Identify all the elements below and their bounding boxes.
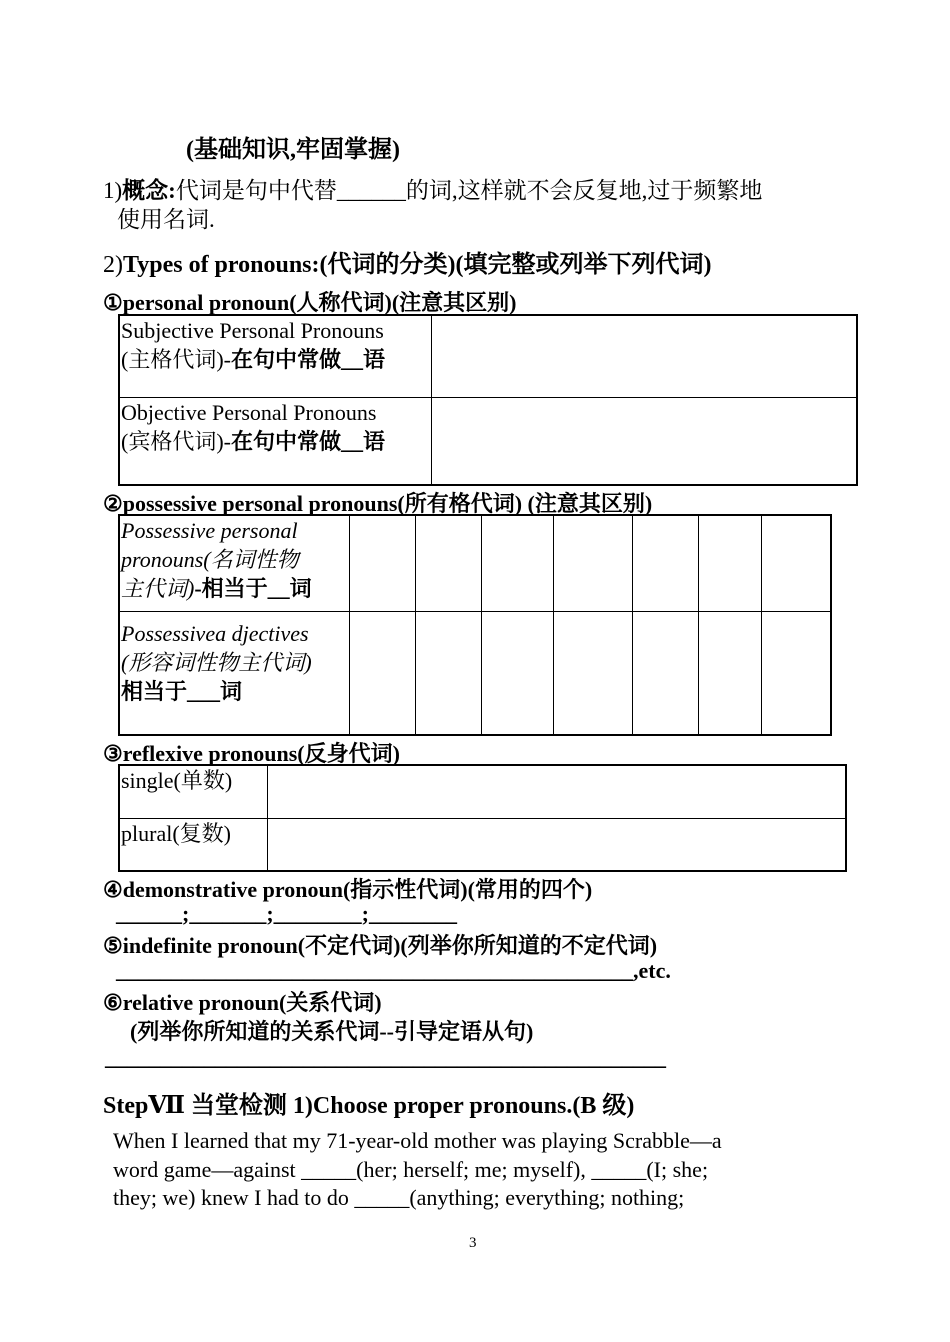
types-text: Types of pronouns:(代词的分类)(填完整或列举下列代词) — [123, 252, 712, 278]
possessive-pronouns-line2: pronouns(名词性物 — [121, 547, 299, 572]
reflexive-pronoun-table — [119, 765, 846, 871]
possessive-adjectives-line3: 相当于___词 — [121, 679, 243, 704]
objective-cn: (宾格代词)- — [121, 429, 231, 454]
personal-pronoun-table — [119, 315, 857, 485]
answer-cell[interactable] — [482, 516, 554, 612]
concept-line-2: 使用名词. — [117, 207, 215, 232]
subjective-cn: (主格代词)- — [121, 347, 231, 372]
plural-answer-cell[interactable] — [268, 819, 846, 871]
page-number: 3 — [469, 1235, 477, 1251]
subjective-function: 在句中常做__语 — [230, 347, 385, 372]
answer-cell[interactable] — [482, 612, 554, 735]
possessive-adjectives-line2: (形容词性物主代词) — [121, 650, 312, 675]
concept-number: 1) — [103, 178, 123, 203]
possessive-heading: ②possessive personal pronouns(所有格代词) (注意其区别) — [103, 491, 653, 516]
possessive-pronouns-label-cell — [120, 516, 350, 612]
exercise-line-3: they; we) knew I had to do _____(anything; everything; nothing; — [113, 1185, 685, 1210]
answer-cell[interactable] — [416, 612, 482, 735]
step-heading: StepⅦ 当堂检测 1)Choose proper pronouns.(B 级) — [103, 1093, 635, 1119]
answer-cell[interactable] — [699, 516, 762, 612]
concept-text: 代词是句中代替______的词,这样就不会反复地,过于频繁地 — [175, 178, 763, 203]
indefinite-heading: ⑤indefinite pronoun(不定代词)(列举你所知道的不定代词) — [103, 933, 658, 958]
answer-cell[interactable] — [554, 516, 633, 612]
types-heading — [103, 244, 711, 279]
concept-label: 概念: — [122, 178, 176, 203]
answer-cell[interactable] — [762, 516, 831, 612]
single-label: single(单数) — [121, 768, 233, 793]
possessive-pronouns-line1: Possessive personal — [121, 518, 298, 543]
possessive-pronouns-line3 — [120, 574, 349, 603]
objective-label-cell — [120, 398, 432, 485]
plural-label-cell — [120, 819, 268, 871]
objective-answer-cell[interactable] — [432, 398, 857, 485]
answer-cell[interactable] — [350, 516, 416, 612]
plural-label: plural(复数) — [121, 821, 231, 846]
exercise-line-2: word game—against _____(her; herself; me; myself), _____(I; she; — [113, 1157, 709, 1182]
relative-heading: ⑥relative pronoun(关系代词) — [103, 990, 382, 1015]
objective-label-line2 — [120, 427, 431, 456]
possessive-adjectives-label-cell — [120, 612, 350, 735]
single-label-cell — [120, 766, 268, 819]
types-number: 2) — [103, 252, 123, 278]
answer-cell[interactable] — [350, 612, 416, 735]
personal-heading: ①personal pronoun(人称代词)(注意其区别) — [103, 290, 517, 315]
relative-blank[interactable]: ___________________________________________________ — [105, 1045, 666, 1070]
subjective-answer-cell[interactable] — [432, 316, 857, 398]
objective-label-line1: Objective Personal Pronouns — [121, 400, 377, 425]
exercise-line-1: When I learned that my 71-year-old mother was playing Scrabble—a — [113, 1128, 722, 1153]
answer-cell[interactable] — [633, 612, 699, 735]
objective-function: 在句中常做__语 — [230, 429, 385, 454]
indefinite-blanks[interactable]: _______________________________________________,etc. — [116, 958, 671, 983]
answer-cell[interactable] — [699, 612, 762, 735]
subjective-label-line2 — [120, 345, 431, 374]
demonstrative-heading: ④demonstrative pronoun(指示性代词)(常用的四个) — [103, 877, 593, 902]
reflexive-heading: ③reflexive pronouns(反身代词) — [103, 741, 400, 766]
single-answer-cell[interactable] — [268, 766, 846, 819]
answer-cell[interactable] — [762, 612, 831, 735]
demonstrative-blanks[interactable]: ______;_______;________;________ — [116, 901, 457, 926]
answer-cell[interactable] — [554, 612, 633, 735]
subjective-label-line1: Subjective Personal Pronouns — [121, 318, 384, 343]
possessive-pronouns-cn: 主代词) — [121, 576, 195, 601]
possessive-adjectives-line1: Possessivea djectives — [121, 621, 309, 646]
relative-subheading: (列举你所知道的关系代词--引导定语从句) — [130, 1019, 534, 1044]
answer-cell[interactable] — [633, 516, 699, 612]
possessive-pronouns-function: -相当于__词 — [194, 576, 312, 601]
possessive-pronoun-table — [119, 515, 831, 735]
subjective-label-cell — [120, 316, 432, 398]
answer-cell[interactable] — [416, 516, 482, 612]
section-heading: (基础知识,牢固掌握) — [186, 137, 400, 163]
